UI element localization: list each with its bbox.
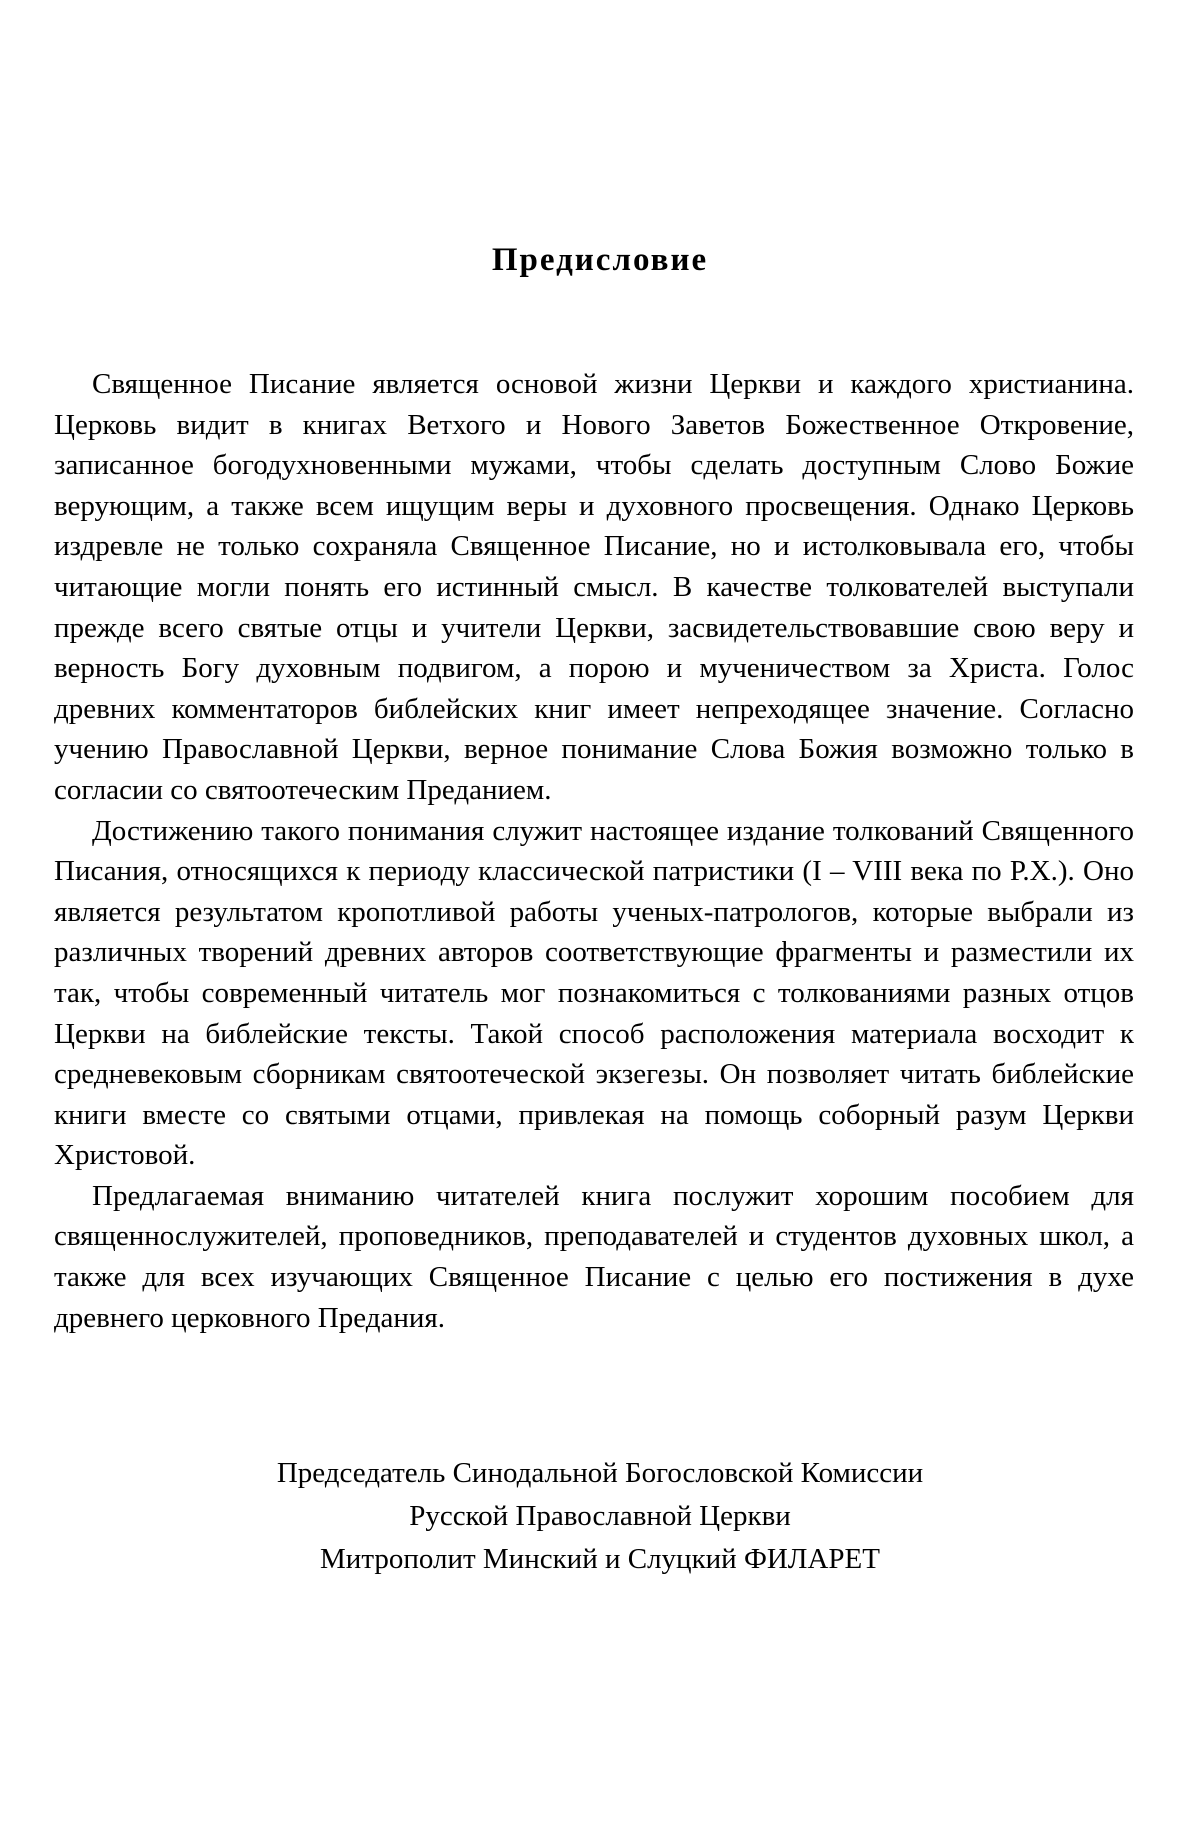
paragraph-2: Достижению такого понимания служит настоящее издание толкований Священного Писания, относящихся к периоду классической патристики (I – VIII века по Р.Х.). Оно является результатом кропотливой работы ученых-патрологов, которые выбрали из различных творений древних авторов соответствующие фрагменты и разместили их так, чтобы современный читатель мог познакомиться с толкованиями разных отцов Церкви на библейские тексты. Такой способ расположения материала восходит к средневековым сборникам святоотеческой экзегезы. Он позволяет читать библейские книги вместе со святыми отцами, привлекая на помощь соборный разум Церкви Христовой.	[54, 814, 1134, 1172]
signature-block	[0, 1452, 1200, 1581]
paragraph-1: Священное Писание является основой жизни Церкви и каждого христианина. Церковь видит в книгах Ветхого и Нового Заветов Божественное Откровение, записанное богодухновенными мужами, чтобы сделать доступным Слово Божие верующим, а также всем ищущим веры и духовного просвещения. Однако Церковь издревле не только сохраняла Священное Писание, но и истолковывала его, чтобы читающие могли понять его истинный смысл. В качестве толкователей выступали прежде всего святые отцы и учители Церкви, засвидетельствовавшие свою веру и верность Богу духовным подвигом, а порою и мученичеством за Христа. Голос древних комментаторов библейских книг имеет непреходящее значение. Согласно учению Православной Церкви, верное понимание Слова Божия возможно только в согласии со святоотеческим Преданием.	[54, 368, 1134, 806]
signature-line-1: Председатель Синодальной Богословской Комиссии	[276, 1457, 924, 1489]
signature-line-3: Митрополит Минский и Слуцкий ФИЛАРЕТ	[320, 1543, 880, 1575]
body-text	[54, 364, 1134, 1338]
paragraph-3: Предлагаемая вниманию читателей книга послужит хорошим пособием для священнослужителей, проповедников, преподавателей и студентов духовных школ, а также для всех изучающих Священное Писание с целью его постижения в духе древнего церковного Предания.	[54, 1179, 1134, 1334]
page-title: Предисловие	[491, 242, 709, 278]
signature-line-2: Русской Православной Церкви	[409, 1500, 791, 1532]
